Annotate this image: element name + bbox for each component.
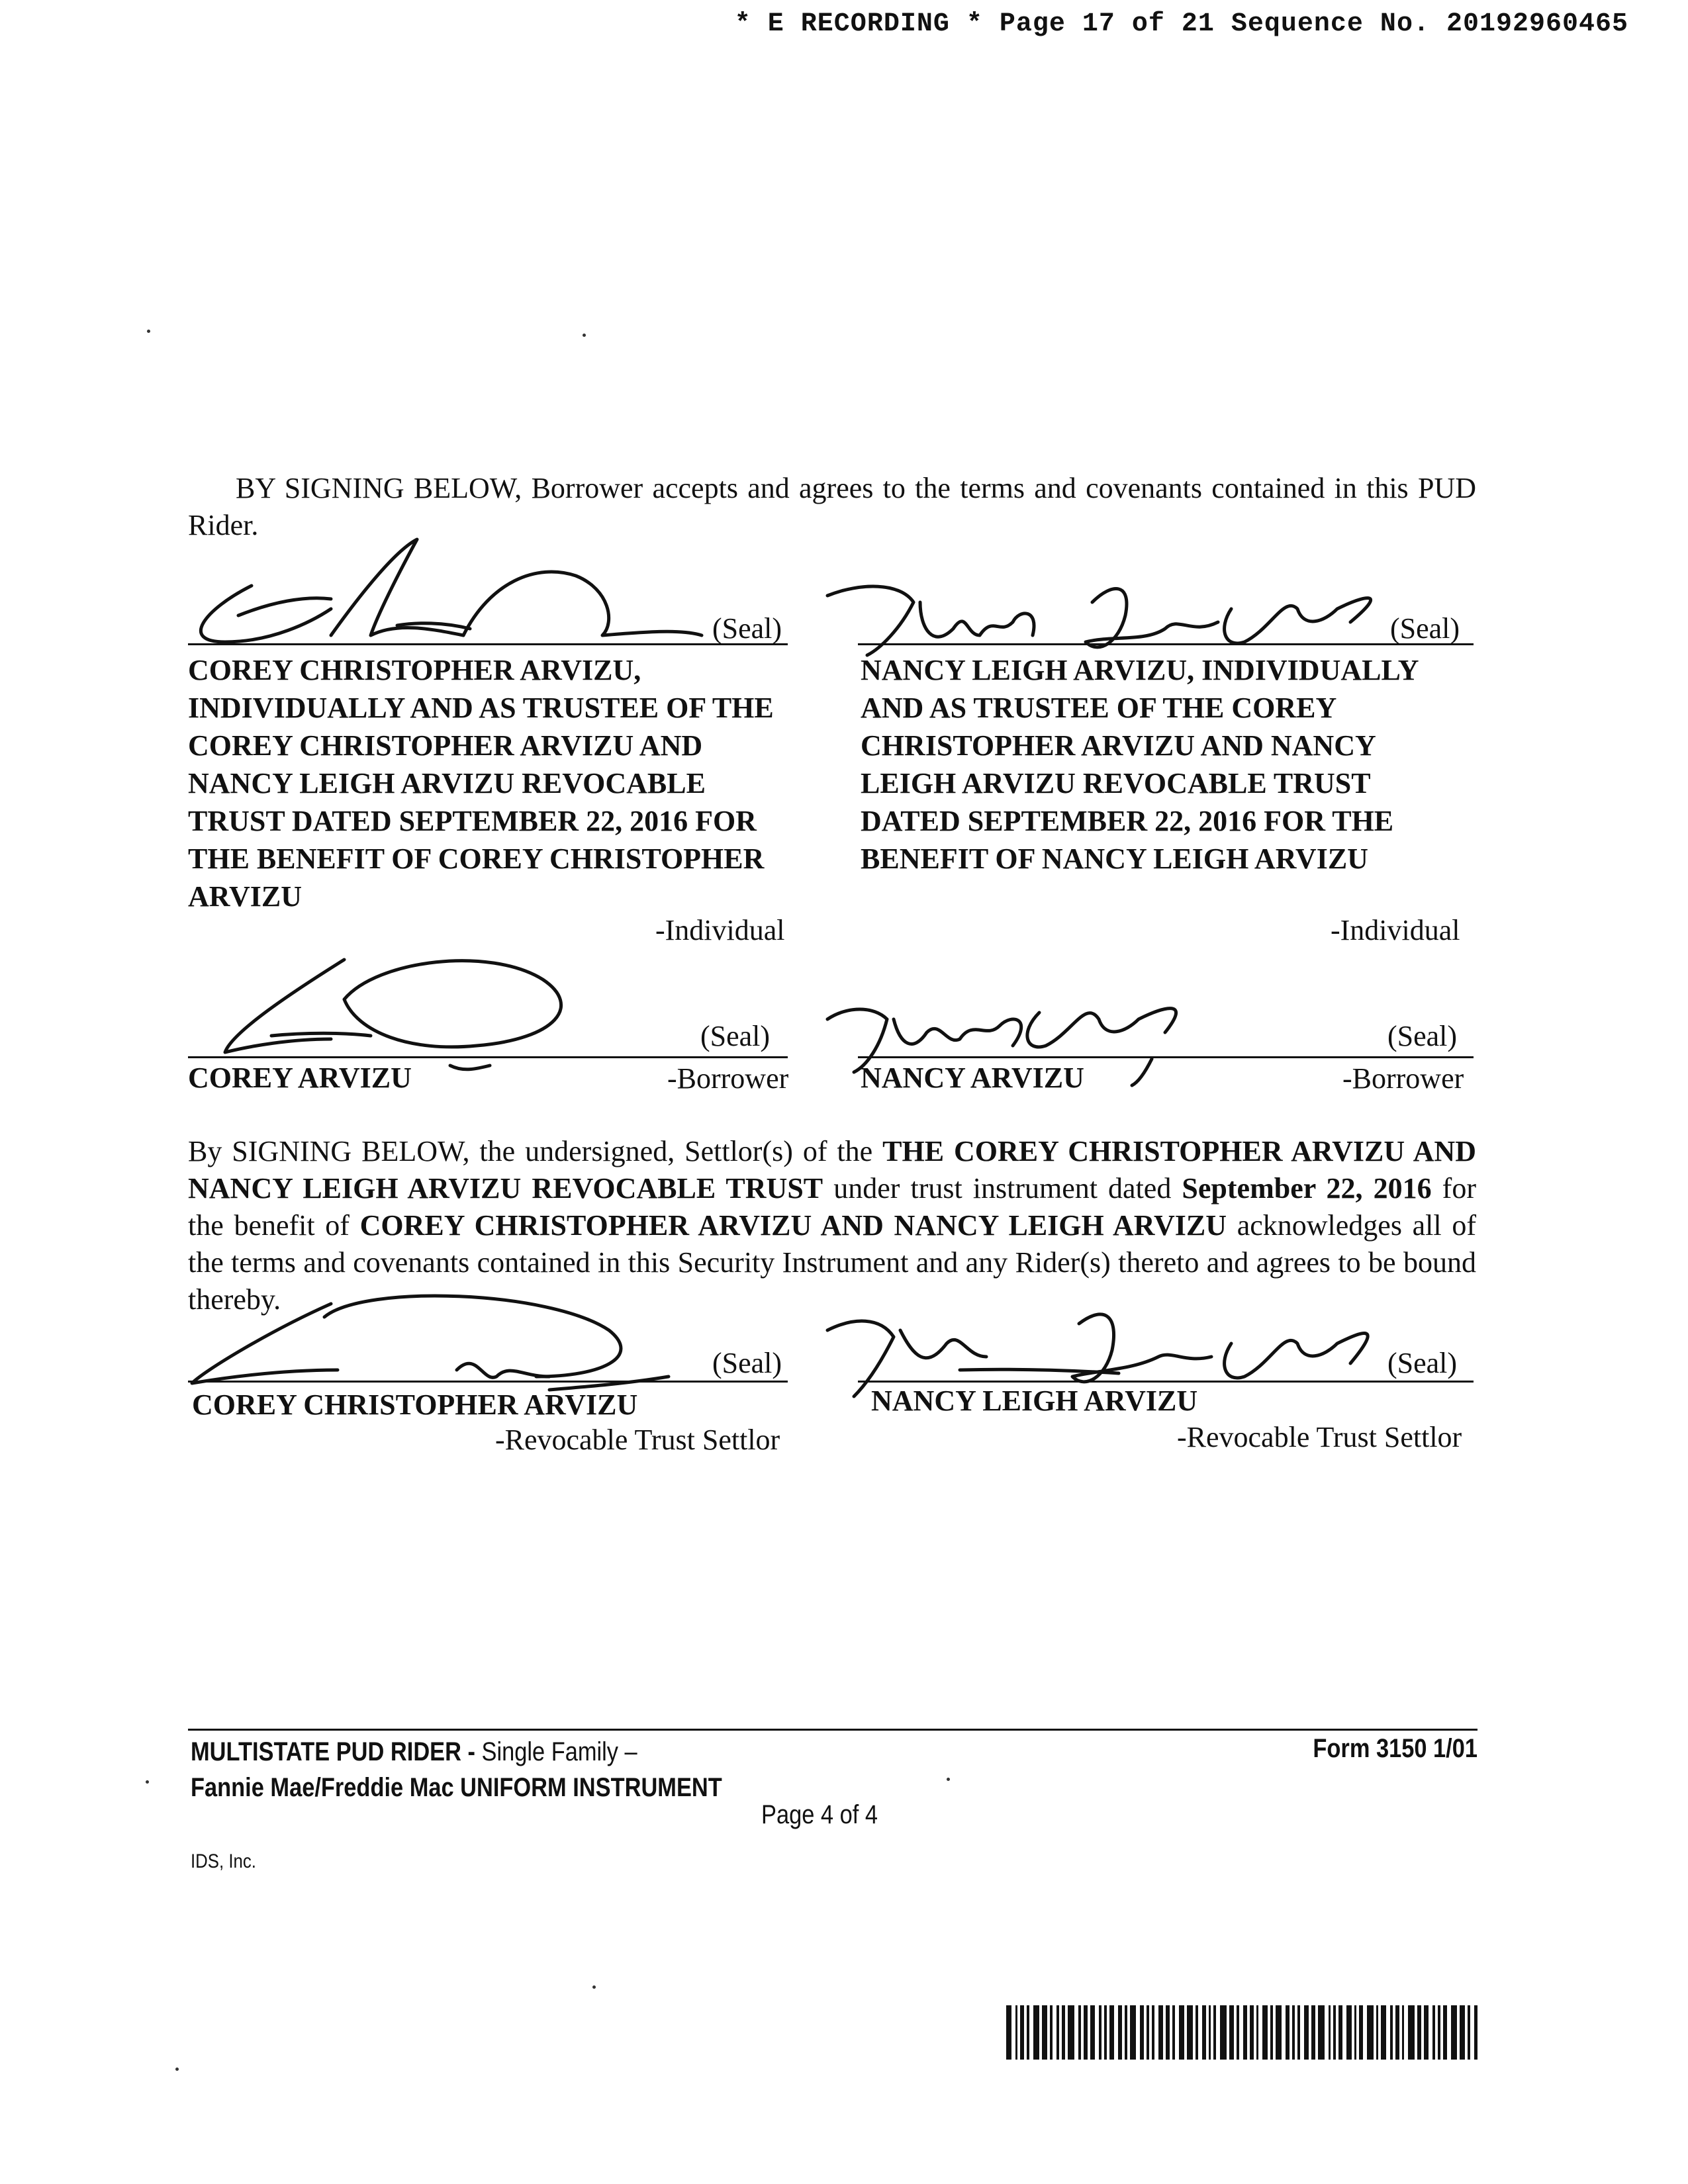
barcode-bar [1354,2005,1357,2060]
barcode-bar [1474,2005,1478,2060]
barcode-bar [1109,2005,1115,2060]
individual-label: -Individual [655,914,785,946]
barcode-bar [1125,2005,1127,2060]
settlor-label: -Revocable Trust Settlor [495,1424,780,1456]
barcode-bar [1338,2005,1342,2060]
barcode-bar [1443,2005,1447,2060]
barcode-bar [1381,2005,1386,2060]
barcode-bar [1424,2005,1429,2060]
nancy-borrower-name: NANCY ARVIZU [861,1062,1084,1094]
corey-trustee-signature-line [188,643,788,645]
borrower-label: -Borrower [1342,1062,1464,1095]
scan-speck [146,1780,149,1784]
corey-borrower-signature-line [188,1056,788,1058]
trust-date: September 22, 2016 [1182,1172,1432,1205]
barcode-bar [1270,2005,1273,2060]
barcode-bar [1179,2005,1184,2060]
scan-speck [592,1985,596,1989]
footer-page-number: Page 4 of 4 [761,1800,878,1829]
barcode-bar [1460,2005,1465,2060]
barcode-bar [1318,2005,1325,2060]
barcode-bar [1006,2005,1011,2060]
barcode-bar [1468,2005,1470,2060]
barcode-bar [1329,2005,1331,2060]
barcode-bar [1359,2005,1363,2060]
barcode-bar [1027,2005,1029,2060]
footer-subtitle: Fannie Mae/Freddie Mac UNIFORM INSTRUMENT [191,1773,722,1802]
settlor-text-1: By SIGNING BELOW, the undersigned, Settlor(s) of the [188,1135,883,1167]
individual-label: -Individual [1331,914,1460,946]
barcode-bar [1090,2005,1096,2060]
barcode-bar [1432,2005,1435,2060]
barcode-bar [1147,2005,1149,2060]
scan-speck [583,334,586,337]
footer-title-bold: MULTISTATE PUD RIDER - [191,1737,482,1766]
seal-label: (Seal) [712,1347,782,1379]
footer-title-light: Single Family – [481,1737,637,1766]
barcode-bar [1451,2005,1458,2060]
barcode-bar [1417,2005,1421,2060]
barcode-bar [1099,2005,1102,2060]
settlor-text-4: acknowledges all of the terms and covenants contained in this Security Instrument and any Rider(s) thereto and agrees to be bound thereby. [188,1209,1476,1316]
borrower-acceptance-paragraph [188,470,1476,544]
seal-label: (Seal) [712,612,782,645]
scan-speck [175,2068,179,2071]
recording-header: * E RECORDING * Page 17 of 21 Sequence No. 20192960465 [734,9,1628,39]
trust-beneficiaries: COREY CHRISTOPHER ARVIZU AND NANCY LEIGH ARVIZU [359,1209,1227,1242]
barcode-bar [1297,2005,1300,2060]
barcode-bar [1152,2005,1154,2060]
nancy-trustee-name: NANCY LEIGH ARVIZU, INDIVIDUALLY AND AS TRUSTEE OF THE COREY CHRISTOPHER ARVIZU AND NANCY LEIGH ARVIZU REVOCABLE TRUST DATED SEPTEMBER 22, 2016 FOR THE BENEFIT OF NANCY LEIGH ARVIZU [861,654,1418,875]
barcode-bar [1062,2005,1066,2060]
barcode-bar [1333,2005,1336,2060]
barcode-bar [1213,2005,1216,2060]
settlor-label: -Revocable Trust Settlor [1177,1421,1462,1453]
barcode-bar [1311,2005,1315,2060]
barcode-bar [1202,2005,1206,2060]
barcode-bar [1050,2005,1053,2060]
barcode-bar [1172,2005,1175,2060]
barcode-bar [1220,2005,1227,2060]
corey-trustee-name: COREY CHRISTOPHER ARVIZU, INDIVIDUALLY AND AS TRUSTEE OF THE COREY CHRISTOPHER ARVIZU AND NANCY LEIGH ARVIZU REVOCABLE TRUST DATED SEPTEMBER 22, 2016 FOR THE BENEFIT OF COREY CHRISTOPHER ARVIZU [188,654,774,913]
seal-label: (Seal) [1387,1020,1458,1052]
barcode-bar [1084,2005,1088,2060]
acceptance-text: BY SIGNING BELOW, Borrower accepts and agrees to the terms and covenants contained in this PUD Rider. [188,472,1476,541]
barcode-bar [1166,2005,1170,2060]
barcode-bar [1438,2005,1440,2060]
barcode-bar [1078,2005,1081,2060]
barcode-bar [1187,2005,1194,2060]
barcode-bar [1196,2005,1198,2060]
barcode-bar [1020,2005,1024,2060]
corey-settlor-name: COREY CHRISTOPHER ARVIZU [192,1388,638,1421]
barcode-bar [1402,2005,1405,2060]
barcode-bar [1262,2005,1268,2060]
barcode-bar [1118,2005,1122,2060]
corey-signature-1 [179,536,708,668]
footer-form-number: Form 3150 1/01 [1313,1734,1477,1763]
barcode-bar [1130,2005,1137,2060]
barcode-bar [1376,2005,1379,2060]
barcode-bar [1243,2005,1247,2060]
barcode-bar [1104,2005,1107,2060]
seal-label: (Seal) [1390,612,1460,645]
document-barcode [1006,2005,1480,2060]
settlor-text-3: for the benefit of [188,1172,1476,1242]
seal-label: (Seal) [1387,1347,1458,1379]
seal-label: (Seal) [700,1020,771,1052]
barcode-bar [1276,2005,1282,2060]
barcode-bar [1237,2005,1239,2060]
settlor-text-2: under trust instrument dated [823,1172,1182,1205]
footer-company: IDS, Inc. [191,1850,256,1872]
nancy-settlor-name: NANCY LEIGH ARVIZU [871,1385,1198,1417]
barcode-bar [1395,2005,1399,2060]
barcode-bar [1056,2005,1059,2060]
barcode-bar [1367,2005,1374,2060]
footer-rule [188,1729,1477,1731]
scan-speck [947,1778,950,1781]
barcode-bar [1390,2005,1393,2060]
barcode-bar [1033,2005,1040,2060]
barcode-bar [1158,2005,1164,2060]
barcode-bar [1229,2005,1235,2060]
barcode-bar [1015,2005,1018,2060]
corey-borrower-name: COREY ARVIZU [188,1062,412,1094]
scan-speck [147,330,150,333]
barcode-bar [1250,2005,1254,2060]
borrower-label: -Borrower [667,1062,789,1095]
corey-settlor-signature-line [188,1381,788,1383]
barcode-bar [1042,2005,1047,2060]
barcode-bar [1256,2005,1259,2060]
barcode-bar [1140,2005,1144,2060]
barcode-bar [1068,2005,1074,2060]
barcode-bar [1286,2005,1289,2060]
barcode-bar [1346,2005,1352,2060]
barcode-bar [1209,2005,1211,2060]
nancy-trustee-signature-line [858,643,1474,645]
barcode-bar [1304,2005,1309,2060]
trust-name: THE COREY CHRISTOPHER ARVIZU AND NANCY LEIGH ARVIZU REVOCABLE TRUST [188,1135,1476,1205]
nancy-borrower-signature-line [858,1056,1474,1058]
barcode-bar [1408,2005,1415,2060]
barcode-bar [1292,2005,1295,2060]
footer-form-title [191,1734,722,1805]
